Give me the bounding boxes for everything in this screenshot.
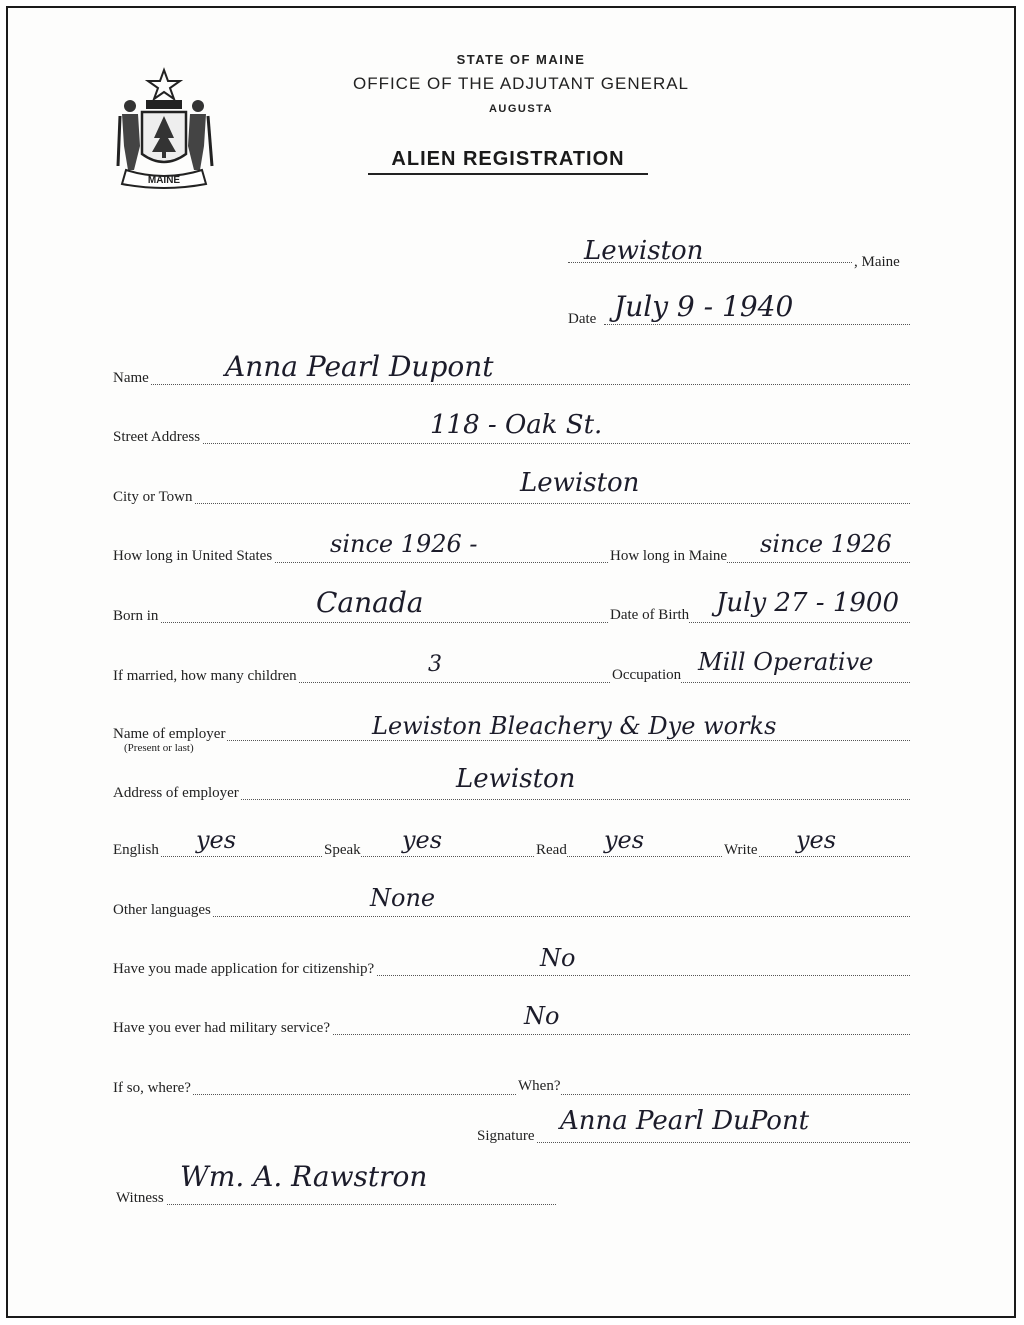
svg-text:MAINE: MAINE (147, 175, 181, 186)
occupation-label: Occupation (612, 667, 682, 683)
us-duration-value: since 1926 - (330, 530, 478, 558)
employer-address-label: Address of employer (113, 785, 239, 801)
english-label: English (113, 842, 159, 858)
english-value: yes (196, 826, 237, 854)
write-value: yes (796, 826, 837, 854)
born-label: Born in (113, 608, 159, 624)
witness-line (116, 1204, 556, 1205)
place-value: Lewiston (584, 236, 704, 266)
other-languages-line (113, 916, 910, 917)
children-value: 3 (428, 652, 442, 677)
date-value: July 9 - 1940 (614, 290, 794, 323)
signature-value: Anna Pearl DuPont (560, 1106, 810, 1136)
street-value: 118 - Oak St. (430, 410, 603, 440)
children-label: If married, how many children (113, 668, 297, 684)
name-label: Name (113, 370, 149, 386)
street-label: Street Address (113, 429, 201, 445)
where-label: If so, where? (113, 1080, 191, 1096)
maine-duration-value: since 1926 (760, 530, 892, 558)
employer-sublabel: (Present or last) (124, 742, 194, 754)
employer-line (113, 740, 910, 741)
dob-label: Date of Birth (610, 607, 690, 623)
citizenship-label: Have you made application for citizenship? (113, 961, 375, 977)
city-value: Lewiston (520, 468, 640, 498)
born-line (113, 622, 910, 623)
city-label: City or Town (113, 489, 193, 505)
language-line (113, 856, 910, 857)
citizenship-value: No (540, 944, 576, 972)
us-duration-label: How long in United States (113, 548, 273, 564)
employer-label: Name of employer (113, 726, 226, 742)
employer-value: Lewiston Bleachery & Dye works (372, 712, 777, 740)
maine-duration-label: How long in Maine (610, 548, 728, 564)
date-label: Date (568, 311, 597, 327)
born-value: Canada (316, 586, 424, 619)
military-value: No (524, 1002, 560, 1030)
speak-value: yes (402, 826, 443, 854)
occupation-value: Mill Operative (698, 648, 874, 676)
dob-value: July 27 - 1900 (716, 588, 900, 618)
maine-label: , Maine (854, 254, 900, 270)
office-heading: OFFICE OF THE ADJUTANT GENERAL (352, 74, 690, 93)
military-label: Have you ever had military service? (113, 1020, 330, 1036)
speak-label: Speak (324, 842, 361, 858)
read-label: Read (536, 842, 567, 858)
signature-line (477, 1142, 910, 1143)
witness-label: Witness (116, 1190, 164, 1206)
other-languages-label: Other languages (113, 902, 211, 918)
signature-label: Signature (477, 1128, 535, 1144)
witness-value: Wm. A. Rawstron (180, 1160, 428, 1193)
name-value: Anna Pearl Dupont (225, 350, 494, 383)
street-line (113, 443, 910, 444)
when-label: When? (518, 1078, 561, 1094)
date-line (604, 324, 910, 325)
city-line (113, 503, 910, 504)
city-heading: AUGUSTA (488, 103, 554, 115)
where-line (113, 1094, 910, 1095)
write-label: Write (724, 842, 758, 858)
form-title: ALIEN REGISTRATION (368, 148, 648, 175)
state-heading: STATE OF MAINE (456, 52, 586, 67)
employer-address-value: Lewiston (456, 764, 576, 794)
name-line (113, 384, 910, 385)
other-languages-value: None (370, 884, 436, 912)
read-value: yes (604, 826, 645, 854)
